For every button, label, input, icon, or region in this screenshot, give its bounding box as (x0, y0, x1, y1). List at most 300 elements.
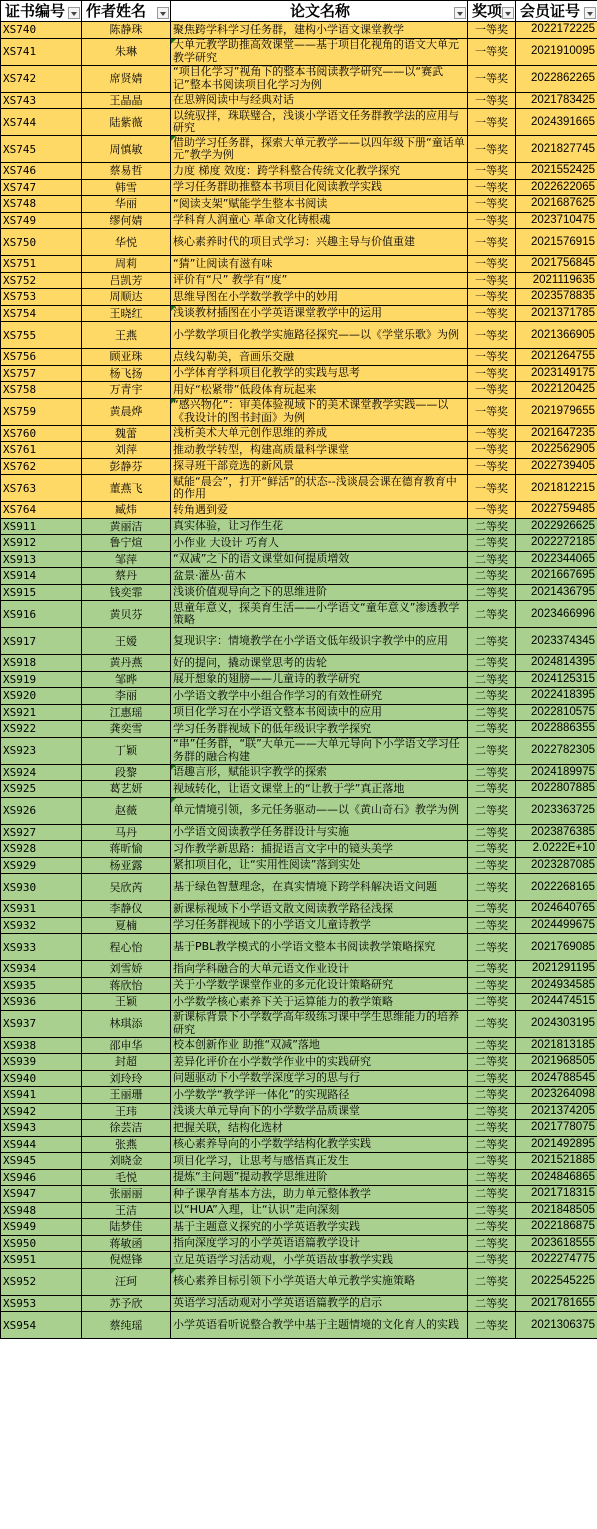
cell-cert-id[interactable]: XS758 (1, 382, 82, 399)
cell-member-id[interactable]: 2021778075 (516, 1120, 597, 1137)
cell-member-id[interactable]: 2021436795 (516, 584, 597, 601)
cell-title[interactable]: 浅析美术大单元创作思维的养成 (171, 425, 468, 442)
cell-title[interactable]: 真实体验，让习作生花 (171, 518, 468, 535)
table-row[interactable] (1, 671, 597, 688)
cell-award[interactable]: 二等奖 (468, 841, 516, 858)
cell-member-id[interactable]: 2021718315 (516, 1186, 597, 1203)
cell-cert-id[interactable]: XS746 (1, 163, 82, 180)
cell-title[interactable]: 转角遇到爱 (171, 502, 468, 519)
cell-title[interactable]: 思维导图在小学数学教学中的妙用 (171, 289, 468, 306)
cell-author[interactable]: 刘晓金 (82, 1153, 171, 1170)
cell-award[interactable]: 一等奖 (468, 425, 516, 442)
cell-author[interactable]: 倪煜锋 (82, 1252, 171, 1269)
table-row[interactable] (1, 365, 597, 382)
cell-title[interactable]: 项目化学习，让思考与感悟真正发生 (171, 1153, 468, 1170)
cell-award[interactable]: 二等奖 (468, 781, 516, 798)
cell-author[interactable]: 马丹 (82, 824, 171, 841)
cell-author[interactable]: 吴欣芮 (82, 874, 171, 901)
table-row[interactable] (1, 518, 597, 535)
cell-author[interactable]: 彭静芬 (82, 458, 171, 475)
cell-member-id[interactable]: 2023374345 (516, 628, 597, 655)
cell-title[interactable]: 好的提问，撬动课堂思考的齿轮 (171, 655, 468, 672)
cell-cert-id[interactable]: XS924 (1, 764, 82, 781)
cell-title[interactable]: 力度 梯度 效度：跨学科整合传统文化教学探究 (171, 163, 468, 180)
cell-award[interactable]: 二等奖 (468, 1087, 516, 1104)
cell-author[interactable]: 毛悦 (82, 1169, 171, 1186)
table-row[interactable] (1, 857, 597, 874)
cell-award[interactable]: 一等奖 (468, 458, 516, 475)
cell-member-id[interactable]: 2022272185 (516, 535, 597, 552)
cell-title[interactable]: “项目化学习”视角下的整本书阅读教学研究——以“赛武记”整本书阅读项目化学习为例 (171, 65, 468, 92)
table-row[interactable] (1, 38, 597, 65)
cell-award[interactable]: 一等奖 (468, 136, 516, 163)
cell-title[interactable]: 新课标背景下小学数学高年级练习课中学生思维能力的培养研究 (171, 1010, 468, 1037)
table-row[interactable] (1, 1120, 597, 1137)
cell-title[interactable]: 小学体育学科项目化教学的实践与思考 (171, 365, 468, 382)
cell-member-id[interactable]: 2023287085 (516, 857, 597, 874)
cell-cert-id[interactable]: XS946 (1, 1169, 82, 1186)
table-row[interactable] (1, 874, 597, 901)
cell-member-id[interactable]: 2021371785 (516, 305, 597, 322)
cell-award[interactable]: 二等奖 (468, 1186, 516, 1203)
cell-member-id[interactable]: 2024391665 (516, 109, 597, 136)
cell-member-id[interactable]: 2022562905 (516, 442, 597, 459)
cell-award[interactable]: 二等奖 (468, 671, 516, 688)
cell-author[interactable]: 葛艺妍 (82, 781, 171, 798)
cell-author[interactable]: 顾亚珠 (82, 349, 171, 366)
cell-member-id[interactable]: 2021119635 (516, 272, 597, 289)
cell-title[interactable]: 以统驭拌，珠联璧合，浅谈小学语文任务群教学法的应用与研究 (171, 109, 468, 136)
cell-award[interactable]: 二等奖 (468, 1136, 516, 1153)
cell-title[interactable]: 浅谈教材插图在小学英语课堂教学中的运用 (171, 305, 468, 322)
cell-member-id[interactable]: 2021647235 (516, 425, 597, 442)
table-row[interactable] (1, 179, 597, 196)
cell-author[interactable]: 蒋敏函 (82, 1235, 171, 1252)
cell-cert-id[interactable]: XS935 (1, 977, 82, 994)
cell-member-id[interactable]: 2021756845 (516, 256, 597, 273)
cell-cert-id[interactable]: XS747 (1, 179, 82, 196)
table-row[interactable] (1, 65, 597, 92)
cell-member-id[interactable]: 2021521885 (516, 1153, 597, 1170)
table-row[interactable] (1, 1252, 597, 1269)
cell-title[interactable]: 小学语文教学中小组合作学习的有效性研究 (171, 688, 468, 705)
table-row[interactable] (1, 1136, 597, 1153)
cell-cert-id[interactable]: XS940 (1, 1070, 82, 1087)
cell-author[interactable]: 程心怡 (82, 934, 171, 961)
cell-author[interactable]: 周顺达 (82, 289, 171, 306)
cell-title[interactable]: 小作业 大设计 巧育人 (171, 535, 468, 552)
cell-title[interactable]: 推动教学转型，构建高质量科学课堂 (171, 442, 468, 459)
cell-award[interactable]: 二等奖 (468, 874, 516, 901)
cell-title[interactable]: 探寻班干部竞选的新风景 (171, 458, 468, 475)
cell-member-id[interactable]: 2024499675 (516, 917, 597, 934)
cell-award[interactable]: 二等奖 (468, 1202, 516, 1219)
cell-member-id[interactable]: 2021366905 (516, 322, 597, 349)
cell-author[interactable]: 张丽丽 (82, 1186, 171, 1203)
cell-cert-id[interactable]: XS933 (1, 934, 82, 961)
table-row[interactable] (1, 425, 597, 442)
cell-title[interactable]: 点线勾勒美，音画乐交融 (171, 349, 468, 366)
cell-title[interactable]: 赋能“晨会”，打开“鲜活”的状态--浅谈晨会课在德育教育中的作用 (171, 475, 468, 502)
cell-member-id[interactable]: 2024814395 (516, 655, 597, 672)
cell-award[interactable]: 二等奖 (468, 857, 516, 874)
cell-award[interactable]: 一等奖 (468, 289, 516, 306)
cell-title[interactable]: 紧扣项目化，让“实用性阅读”落到实处 (171, 857, 468, 874)
cell-award[interactable]: 二等奖 (468, 1295, 516, 1312)
cell-member-id[interactable]: 2022782305 (516, 737, 597, 764)
cell-award[interactable]: 二等奖 (468, 1268, 516, 1295)
cell-member-id[interactable]: 2021552425 (516, 163, 597, 180)
cell-award[interactable]: 二等奖 (468, 961, 516, 978)
table-row[interactable] (1, 961, 597, 978)
cell-author[interactable]: 王玮 (82, 1103, 171, 1120)
table-row[interactable] (1, 229, 597, 256)
cell-member-id[interactable]: 2021374205 (516, 1103, 597, 1120)
table-row[interactable] (1, 688, 597, 705)
cell-member-id[interactable]: 2024125315 (516, 671, 597, 688)
cell-author[interactable]: 邹萍 (82, 551, 171, 568)
cell-member-id[interactable]: 2022344065 (516, 551, 597, 568)
table-row[interactable] (1, 92, 597, 109)
cell-award[interactable]: 二等奖 (468, 764, 516, 781)
table-row[interactable] (1, 568, 597, 585)
cell-title[interactable]: 提炼“主问题”提动教学思维进阶 (171, 1169, 468, 1186)
cell-member-id[interactable]: 2021492895 (516, 1136, 597, 1153)
cell-member-id[interactable]: 2024640765 (516, 901, 597, 918)
cell-award[interactable]: 二等奖 (468, 1103, 516, 1120)
cell-cert-id[interactable]: XS749 (1, 212, 82, 229)
cell-cert-id[interactable]: XS760 (1, 425, 82, 442)
cell-award[interactable]: 二等奖 (468, 1169, 516, 1186)
cell-author[interactable]: 钱奕霏 (82, 584, 171, 601)
table-row[interactable] (1, 349, 597, 366)
cell-author[interactable]: 杨亚露 (82, 857, 171, 874)
cell-author[interactable]: 李静仪 (82, 901, 171, 918)
cell-member-id[interactable]: 2023876385 (516, 824, 597, 841)
table-row[interactable] (1, 781, 597, 798)
cell-title[interactable]: 核心素养导向的小学数学结构化教学实践 (171, 1136, 468, 1153)
table-row[interactable] (1, 502, 597, 519)
cell-author[interactable]: 李丽 (82, 688, 171, 705)
cell-member-id[interactable]: 2021781655 (516, 1295, 597, 1312)
cell-author[interactable]: 王颖 (82, 994, 171, 1011)
cell-cert-id[interactable]: XS759 (1, 398, 82, 425)
cell-cert-id[interactable]: XS936 (1, 994, 82, 1011)
cell-award[interactable]: 二等奖 (468, 568, 516, 585)
cell-title[interactable]: 学习任务群视域下的低年级识字教学探究 (171, 721, 468, 738)
cell-cert-id[interactable]: XS952 (1, 1268, 82, 1295)
cell-title[interactable]: 基于绿色智慧理念，在真实情境下跨学科解决语文问题 (171, 874, 468, 901)
cell-member-id[interactable]: 2021687625 (516, 196, 597, 213)
cell-cert-id[interactable]: XS947 (1, 1186, 82, 1203)
cell-author[interactable]: 蔡纯瑶 (82, 1312, 171, 1339)
cell-award[interactable]: 二等奖 (468, 1037, 516, 1054)
cell-cert-id[interactable]: XS953 (1, 1295, 82, 1312)
cell-member-id[interactable]: 2021783425 (516, 92, 597, 109)
table-row[interactable] (1, 1037, 597, 1054)
cell-award[interactable]: 二等奖 (468, 797, 516, 824)
cell-title[interactable]: 大单元教学助推高效课堂——基于项目化视角的语文大单元教学研究 (171, 38, 468, 65)
cell-cert-id[interactable]: XS923 (1, 737, 82, 764)
cell-award[interactable]: 一等奖 (468, 92, 516, 109)
cell-award[interactable]: 一等奖 (468, 38, 516, 65)
cell-author[interactable]: 韩雪 (82, 179, 171, 196)
cell-title[interactable]: 借助学习任务群，探索大单元教学——以四年级下册“童话单元”教学为例 (171, 136, 468, 163)
cell-cert-id[interactable]: XS931 (1, 901, 82, 918)
cell-award[interactable]: 二等奖 (468, 628, 516, 655)
cell-cert-id[interactable]: XS917 (1, 628, 82, 655)
cell-member-id[interactable]: 2021848505 (516, 1202, 597, 1219)
table-row[interactable] (1, 977, 597, 994)
cell-cert-id[interactable]: XS745 (1, 136, 82, 163)
cell-cert-id[interactable]: XS943 (1, 1120, 82, 1137)
cell-author[interactable]: 苏予欣 (82, 1295, 171, 1312)
cell-member-id[interactable]: 2023264098 (516, 1087, 597, 1104)
cell-author[interactable]: 杨飞扬 (82, 365, 171, 382)
cell-member-id[interactable]: 2022807885 (516, 781, 597, 798)
cell-member-id[interactable]: 2022759485 (516, 502, 597, 519)
table-row[interactable] (1, 535, 597, 552)
cell-member-id[interactable]: 2022268165 (516, 874, 597, 901)
cell-title[interactable]: “感兴物化”：审美体验视域下的美术课堂教学实践——以《我设计的图书封面》为例 (171, 398, 468, 425)
cell-cert-id[interactable]: XS945 (1, 1153, 82, 1170)
cell-title[interactable]: 视域转化，让语文课堂上的“让教于学”真正落地 (171, 781, 468, 798)
cell-award[interactable]: 一等奖 (468, 382, 516, 399)
cell-cert-id[interactable]: XS950 (1, 1235, 82, 1252)
cell-cert-id[interactable]: XS743 (1, 92, 82, 109)
cell-author[interactable]: 华悦 (82, 229, 171, 256)
table-row[interactable] (1, 934, 597, 961)
table-row[interactable] (1, 1010, 597, 1037)
cell-member-id[interactable]: 2023363725 (516, 797, 597, 824)
cell-author[interactable]: 王嫒 (82, 628, 171, 655)
cell-member-id[interactable]: 2022862265 (516, 65, 597, 92)
filter-dropdown-icon[interactable] (157, 7, 169, 19)
cell-cert-id[interactable]: XS913 (1, 551, 82, 568)
table-row[interactable] (1, 305, 597, 322)
cell-cert-id[interactable]: XS754 (1, 305, 82, 322)
cell-award[interactable]: 一等奖 (468, 322, 516, 349)
cell-award[interactable]: 二等奖 (468, 1219, 516, 1236)
cell-cert-id[interactable]: XS932 (1, 917, 82, 934)
cell-title[interactable]: 问题驱动下小学数学深度学习的思与行 (171, 1070, 468, 1087)
cell-author[interactable]: 王洁 (82, 1202, 171, 1219)
cell-member-id[interactable]: 2021667695 (516, 568, 597, 585)
cell-award[interactable]: 一等奖 (468, 65, 516, 92)
cell-award[interactable]: 二等奖 (468, 824, 516, 841)
cell-title[interactable]: 核心素养目标引领下小学英语大单元教学实施策略 (171, 1268, 468, 1295)
cell-title[interactable]: 学科育人润童心 革命文化铸根魂 (171, 212, 468, 229)
table-row[interactable] (1, 1054, 597, 1071)
cell-cert-id[interactable]: XS928 (1, 841, 82, 858)
cell-cert-id[interactable]: XS930 (1, 874, 82, 901)
cell-award[interactable]: 一等奖 (468, 442, 516, 459)
filter-dropdown-icon[interactable] (502, 7, 514, 19)
cell-member-id[interactable]: 2021968505 (516, 1054, 597, 1071)
cell-member-id[interactable]: 2023578835 (516, 289, 597, 306)
cell-award[interactable]: 二等奖 (468, 1153, 516, 1170)
cell-author[interactable]: 黄贝芬 (82, 601, 171, 628)
cell-award[interactable]: 二等奖 (468, 551, 516, 568)
cell-title[interactable]: 种子课孕育基本方法，助力单元整体教学 (171, 1186, 468, 1203)
cell-cert-id[interactable]: XS954 (1, 1312, 82, 1339)
cell-member-id[interactable]: 2022274775 (516, 1252, 597, 1269)
cell-author[interactable]: 邹晔 (82, 671, 171, 688)
table-row[interactable] (1, 442, 597, 459)
cell-award[interactable]: 一等奖 (468, 502, 516, 519)
cell-award[interactable]: 二等奖 (468, 934, 516, 961)
cell-award[interactable]: 一等奖 (468, 163, 516, 180)
cell-cert-id[interactable]: XS757 (1, 365, 82, 382)
cell-cert-id[interactable]: XS742 (1, 65, 82, 92)
cell-member-id[interactable]: 2021910095 (516, 38, 597, 65)
cell-member-id[interactable]: 2023149175 (516, 365, 597, 382)
table-row[interactable] (1, 737, 597, 764)
cell-author[interactable]: 陆紫薇 (82, 109, 171, 136)
cell-member-id[interactable]: 2023710475 (516, 212, 597, 229)
cell-cert-id[interactable]: XS939 (1, 1054, 82, 1071)
cell-cert-id[interactable]: XS944 (1, 1136, 82, 1153)
cell-cert-id[interactable]: XS929 (1, 857, 82, 874)
table-row[interactable] (1, 212, 597, 229)
cell-author[interactable]: 张燕 (82, 1136, 171, 1153)
cell-award[interactable]: 二等奖 (468, 737, 516, 764)
table-row[interactable] (1, 1202, 597, 1219)
cell-cert-id[interactable]: XS915 (1, 584, 82, 601)
cell-member-id[interactable]: 2022418395 (516, 688, 597, 705)
cell-title[interactable]: 基于主题意义探究的小学英语教学实践 (171, 1219, 468, 1236)
cell-award[interactable]: 一等奖 (468, 22, 516, 39)
cell-author[interactable]: 王晓红 (82, 305, 171, 322)
column-header-author[interactable] (82, 1, 171, 22)
table-row[interactable] (1, 109, 597, 136)
cell-author[interactable]: 蒋欣怡 (82, 977, 171, 994)
cell-member-id[interactable]: 2021264755 (516, 349, 597, 366)
cell-cert-id[interactable]: XS748 (1, 196, 82, 213)
table-row[interactable] (1, 1153, 597, 1170)
cell-award[interactable]: 二等奖 (468, 518, 516, 535)
table-row[interactable] (1, 1312, 597, 1339)
cell-cert-id[interactable]: XS934 (1, 961, 82, 978)
table-row[interactable] (1, 764, 597, 781)
cell-author[interactable]: 朱琳 (82, 38, 171, 65)
cell-author[interactable]: 龚奕雪 (82, 721, 171, 738)
cell-author[interactable]: 缪何婧 (82, 212, 171, 229)
table-row[interactable] (1, 1169, 597, 1186)
cell-title[interactable]: 思童年意义，探美育生活——小学语文“童年意义”渗透教学策略 (171, 601, 468, 628)
cell-author[interactable]: 鲁宁煊 (82, 535, 171, 552)
cell-cert-id[interactable]: XS764 (1, 502, 82, 519)
cell-award[interactable]: 二等奖 (468, 1235, 516, 1252)
cell-author[interactable]: 夏楠 (82, 917, 171, 934)
cell-author[interactable]: 魏蕾 (82, 425, 171, 442)
cell-title[interactable]: “串”任务群，“联”大单元——大单元导向下小学语文学习任务群的融合构建 (171, 737, 468, 764)
cell-author[interactable]: 刘萍 (82, 442, 171, 459)
cell-award[interactable]: 一等奖 (468, 349, 516, 366)
table-row[interactable] (1, 1295, 597, 1312)
cell-cert-id[interactable]: XS761 (1, 442, 82, 459)
cell-author[interactable]: 吕凯芳 (82, 272, 171, 289)
cell-member-id[interactable]: 2023466996 (516, 601, 597, 628)
cell-author[interactable]: 黄丹燕 (82, 655, 171, 672)
table-row[interactable] (1, 22, 597, 39)
cell-title[interactable]: 聚焦跨学科学习任务群，建构小学语文课堂教学 (171, 22, 468, 39)
column-header-id[interactable] (1, 1, 82, 22)
table-row[interactable] (1, 584, 597, 601)
table-row[interactable] (1, 1186, 597, 1203)
cell-author[interactable]: 蔡易哲 (82, 163, 171, 180)
cell-member-id[interactable]: 2022739405 (516, 458, 597, 475)
cell-author[interactable]: 封超 (82, 1054, 171, 1071)
filter-dropdown-icon[interactable] (454, 7, 466, 19)
cell-author[interactable]: 徐芸洁 (82, 1120, 171, 1137)
cell-author[interactable]: 刘雪娇 (82, 961, 171, 978)
column-header-award[interactable] (468, 1, 516, 22)
table-row[interactable] (1, 704, 597, 721)
cell-author[interactable]: 周莉 (82, 256, 171, 273)
cell-author[interactable]: 蔡丹 (82, 568, 171, 585)
table-row[interactable] (1, 458, 597, 475)
cell-author[interactable]: 刘玲玲 (82, 1070, 171, 1087)
cell-cert-id[interactable]: XS763 (1, 475, 82, 502)
cell-member-id[interactable]: 2024934585 (516, 977, 597, 994)
cell-title[interactable]: 小学数学“教学评一体化”的实现路径 (171, 1087, 468, 1104)
table-row[interactable] (1, 1087, 597, 1104)
cell-title[interactable]: “猜”让阅读有滋有味 (171, 256, 468, 273)
cell-title[interactable]: 核心素养时代的项目式学习：兴趣主导与价值重建 (171, 229, 468, 256)
cell-title[interactable]: 关于小学数学课堂作业的多元化设计策略研究 (171, 977, 468, 994)
cell-member-id[interactable]: 2022172225 (516, 22, 597, 39)
table-row[interactable] (1, 256, 597, 273)
cell-member-id[interactable]: 2022545225 (516, 1268, 597, 1295)
cell-title[interactable]: 立足英语学习活动观，小学英语故事教学实践 (171, 1252, 468, 1269)
cell-author[interactable]: 席贤婧 (82, 65, 171, 92)
cell-title[interactable]: 习作教学新思路：捕捉语言文字中的镜头美学 (171, 841, 468, 858)
cell-cert-id[interactable]: XS920 (1, 688, 82, 705)
cell-author[interactable]: 汪珂 (82, 1268, 171, 1295)
cell-award[interactable]: 一等奖 (468, 256, 516, 273)
cell-award[interactable]: 二等奖 (468, 1312, 516, 1339)
table-row[interactable] (1, 289, 597, 306)
cell-award[interactable]: 二等奖 (468, 977, 516, 994)
cell-award[interactable]: 一等奖 (468, 398, 516, 425)
table-row[interactable] (1, 628, 597, 655)
cell-member-id[interactable]: 2021979655 (516, 398, 597, 425)
table-row[interactable] (1, 901, 597, 918)
filter-dropdown-icon[interactable] (584, 7, 596, 19)
cell-award[interactable]: 一等奖 (468, 212, 516, 229)
cell-cert-id[interactable]: XS922 (1, 721, 82, 738)
cell-member-id[interactable]: 2022886355 (516, 721, 597, 738)
cell-author[interactable]: 王丽珊 (82, 1087, 171, 1104)
cell-award[interactable]: 二等奖 (468, 1054, 516, 1071)
cell-title[interactable]: 指向深度学习的小学英语语篇教学设计 (171, 1235, 468, 1252)
cell-award[interactable]: 二等奖 (468, 704, 516, 721)
cell-award[interactable]: 二等奖 (468, 535, 516, 552)
cell-cert-id[interactable]: XS926 (1, 797, 82, 824)
table-row[interactable] (1, 917, 597, 934)
cell-title[interactable]: 小学数学项目化教学实施路径探究——以《学堂乐歌》为例 (171, 322, 468, 349)
table-row[interactable] (1, 601, 597, 628)
cell-cert-id[interactable]: XS744 (1, 109, 82, 136)
cell-title[interactable]: “双减”之下的语文课堂如何提质增效 (171, 551, 468, 568)
cell-title[interactable]: 小学英语看听说整合教学中基于主题情境的文化育人的实践 (171, 1312, 468, 1339)
cell-cert-id[interactable]: XS937 (1, 1010, 82, 1037)
cell-title[interactable]: 在思辨阅读中与经典对话 (171, 92, 468, 109)
cell-title[interactable]: 校本创新作业 助推“双减”落地 (171, 1037, 468, 1054)
cell-member-id[interactable]: 2021812215 (516, 475, 597, 502)
cell-award[interactable]: 二等奖 (468, 1010, 516, 1037)
